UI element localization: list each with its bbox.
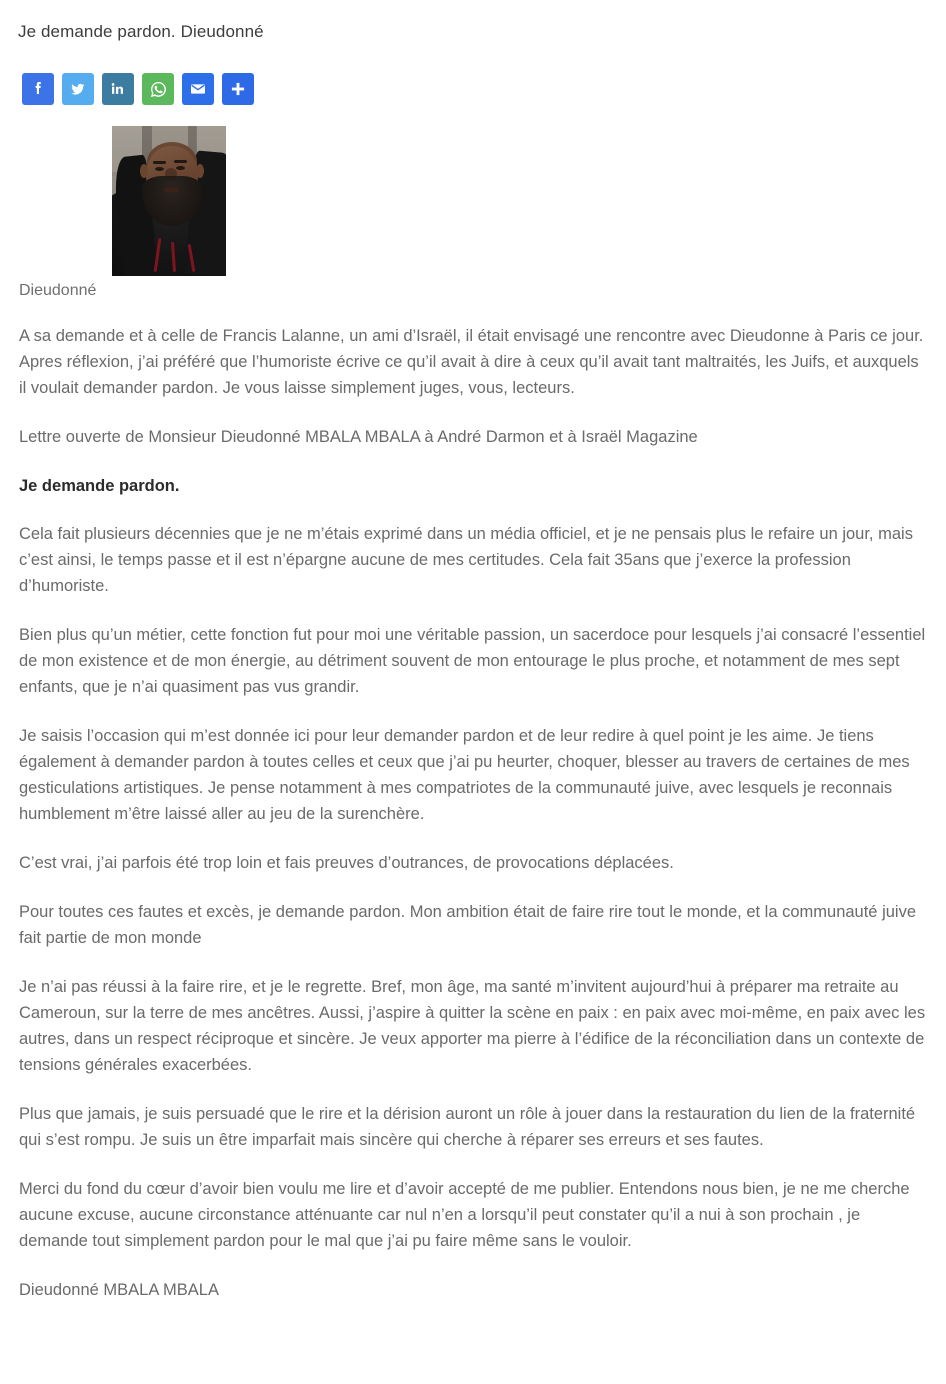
photo-canvas (112, 126, 226, 276)
share-button-facebook[interactable] (22, 73, 54, 105)
share-button-twitter[interactable] (62, 73, 94, 105)
facebook-icon (28, 79, 48, 99)
brow-left (153, 161, 166, 164)
mouth (164, 188, 179, 192)
ear-right (196, 164, 204, 178)
share-button-more[interactable] (222, 73, 254, 105)
share-button-whatsapp[interactable] (142, 73, 174, 105)
article-body (19, 323, 929, 1303)
ear-left (140, 164, 148, 178)
paragraph-8: Merci du fond du cœur d’avoir bien voulu me lire et d’avoir accepté de me publier. Entendons nous bien, je ne me cherche aucune excuse, aucune circonstance atténuante car nul n’en a lorsqu’il peut constater qu’il a nui à son prochain , je demande tout simplement pardon pour le mal que j’ai pu faire même sans le vouloir. (19, 1180, 910, 1250)
brow-right (174, 160, 187, 163)
eye-right (176, 166, 185, 170)
photo-caption: Dieudonné (19, 282, 97, 299)
nose (165, 168, 177, 180)
paragraph-6: Je n’ai pas réussi à la faire rire, et je le regrette. Bref, mon âge, ma santé m’invitent aujourd’hui à préparer ma retraite au Cameroun, sur la terre de mes ancêtres. Aussi, j’aspire à quitter la scène en paix : en paix avec moi-même, en paix avec les autres, dans un respect réciproque et sincère. Je veux apporter ma pierre à l’édifice de la réconciliation dans un contexte de tensions générales exacerbées. (19, 978, 926, 1074)
twitter-icon (68, 79, 88, 99)
signature: Dieudonné MBALA MBALA (19, 1281, 219, 1299)
paragraph-intro: A sa demande et à celle de Francis Lalanne, un ami d’Israël, il était envisagé une rencontre avec Dieudonne à Paris ce jour. Apres réflexion, j’ai préféré que l’humoriste écrive ce qu’il avait à dire à ceux qu’il avait tant maltraités, les Juifs, et auxquels il voulait demander pardon. Je vous laisse simplement juges, vous, lecteurs. (19, 327, 924, 397)
paragraph-subtitle: Lettre ouverte de Monsieur Dieudonné MBALA MBALA à André Darmon et à Israël Magazine (19, 428, 698, 446)
share-button-email[interactable] (182, 73, 214, 105)
email-icon (188, 79, 208, 99)
paragraph-3: Je saisis l’occasion qui m’est donnée ici pour leur demander pardon et de leur redire à quel point je les aime. Je tiens également à demander pardon à toutes celles et ceux que j’ai pu heurter, choquer, blesser au travers de certaines de mes gesticulations artistiques. Je pense notamment à mes compatriotes de la communauté juive, avec lesquels je reconnais humblement m’être laissé aller au jeu de la surenchère. (19, 727, 910, 823)
paragraph-1: Cela fait plusieurs décennies que je ne m’étais exprimé dans un média officiel, et je ne pensais plus le refaire un jour, mais c’est ainsi, le temps passe et il est n’épargne aucune de mes certitudes. Cela fait 35ans que j’exerce la profession d’humoriste. (19, 525, 913, 595)
share-button-linkedin[interactable] (102, 73, 134, 105)
share-bar (22, 73, 254, 105)
paragraph-2: Bien plus qu’un métier, cette fonction fut pour moi une véritable passion, un sacerdoce pour lesquels j’ai consacré l’essentiel de mon existence et de mon énergie, au détriment souvent de mon entourage le plus proche, et notamment de mes sept enfants, que je n’ai quasiment pas vus grandir. (19, 626, 926, 696)
paragraph-4: C’est vrai, j’ai parfois été trop loin et fais preuves d’outrances, de provocations déplacées. (19, 854, 674, 872)
eye-left (155, 167, 164, 171)
paragraph-5: Pour toutes ces fautes et excès, je demande pardon. Mon ambition était de faire rire tout le monde, et la communauté juive fait partie de mon monde (19, 903, 917, 947)
article-photo (112, 126, 226, 276)
linkedin-icon (108, 79, 128, 99)
whatsapp-icon (148, 79, 169, 100)
section-heading: Je demande pardon. (19, 477, 180, 495)
plus-icon (228, 79, 248, 99)
paragraph-7: Plus que jamais, je suis persuadé que le rire et la dérision auront un rôle à jouer dans la restauration du lien de la fraternité qui s’est rompu. Je suis un être imparfait mais sincère qui cherche à réparer ses erreurs et ses fautes. (19, 1105, 916, 1149)
page-title: Je demande pardon. Dieudonné (18, 22, 264, 41)
